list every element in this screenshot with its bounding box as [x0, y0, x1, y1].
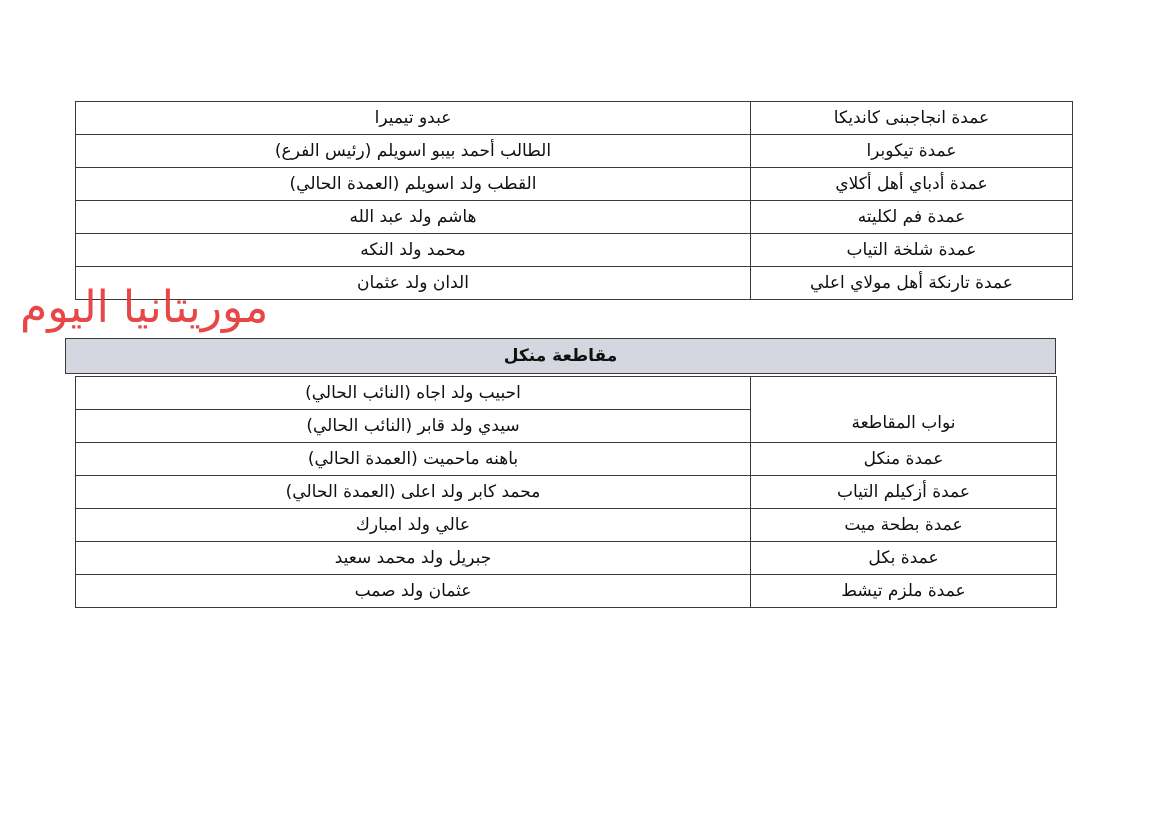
table-row	[76, 476, 1057, 509]
commune-cell: عمدة ملزم تيشط	[751, 575, 1057, 608]
district-table	[75, 376, 1057, 608]
commune-cell: عمدة انجاجبنى كانديكا	[751, 102, 1073, 135]
official-cell: عالي ولد امبارك	[76, 509, 751, 542]
mayors-table	[75, 101, 1073, 300]
table-row	[76, 102, 1073, 135]
commune-cell: عمدة تيكوبرا	[751, 135, 1073, 168]
deputy-cell: سيدي ولد قابر (النائب الحالي)	[76, 410, 751, 443]
table-row	[76, 168, 1073, 201]
commune-cell: عمدة بكل	[751, 542, 1057, 575]
official-cell: محمد ولد النكه	[76, 234, 751, 267]
section-title: مقاطعة منكل	[65, 338, 1056, 374]
commune-cell: عمدة فم لكليته	[751, 201, 1073, 234]
official-cell: محمد كابر ولد اعلى (العمدة الحالي)	[76, 476, 751, 509]
table-row	[76, 377, 1057, 410]
table-row	[76, 542, 1057, 575]
official-cell: الطالب أحمد بيبو اسويلم (رئيس الفرع)	[76, 135, 751, 168]
official-cell: عبدو تيميرا	[76, 102, 751, 135]
table-row	[76, 234, 1073, 267]
commune-cell: عمدة تارنكة أهل مولاي اعلي	[751, 267, 1073, 300]
table-row	[76, 201, 1073, 234]
official-cell: القطب ولد اسويلم (العمدة الحالي)	[76, 168, 751, 201]
table-row	[76, 135, 1073, 168]
commune-cell: عمدة أدباي أهل أكلاي	[751, 168, 1073, 201]
official-cell: هاشم ولد عبد الله	[76, 201, 751, 234]
commune-cell: عمدة منكل	[751, 443, 1057, 476]
commune-cell: عمدة شلخة التياب	[751, 234, 1073, 267]
official-cell: جبريل ولد محمد سعيد	[76, 542, 751, 575]
deputy-cell: احبيب ولد اجاه (النائب الحالي)	[76, 377, 751, 410]
table-row	[76, 443, 1057, 476]
commune-cell: عمدة أزكيلم التياب	[751, 476, 1057, 509]
official-cell: عثمان ولد صمب	[76, 575, 751, 608]
table-row	[76, 509, 1057, 542]
table-row	[76, 267, 1073, 300]
commune-cell: عمدة بطحة ميت	[751, 509, 1057, 542]
deputies-label-cell: نواب المقاطعة	[751, 377, 1057, 443]
official-cell: الدان ولد عثمان	[76, 267, 751, 300]
official-cell: باهنه ماحميت (العمدة الحالي)	[76, 443, 751, 476]
table-row	[76, 575, 1057, 608]
watermark: موريتانيا اليوم	[20, 282, 269, 333]
